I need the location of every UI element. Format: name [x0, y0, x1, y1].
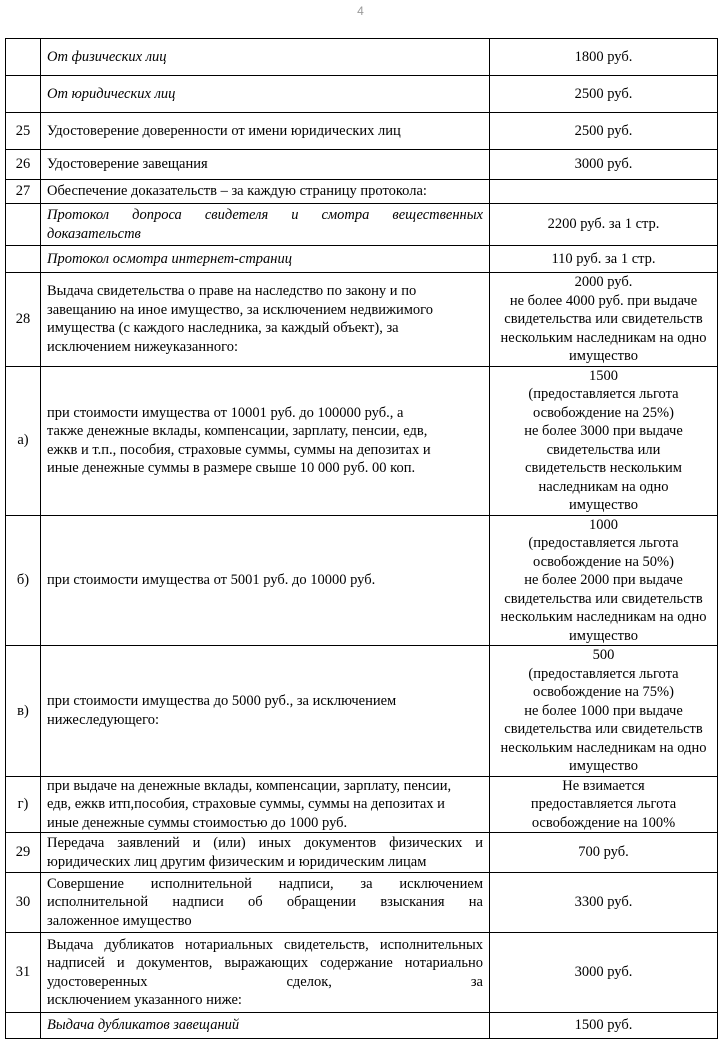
row-price: 2500 руб.: [490, 76, 718, 113]
table-row: [6, 646, 718, 777]
row-price: 500 (предоставляется льгота освобождение на 75%) не более 1000 при выдаче свидетельства или свидетельств нескольким наследникам на одно имущество: [490, 646, 718, 777]
row-description: при выдаче на денежные вклады, компенсации, зарплату, пенсии, едв, ежкв итп,пособия, страховые суммы, суммы на депозитах и иные денежные суммы стоимостью до 1000 руб.: [41, 776, 490, 833]
table-row: [6, 180, 718, 204]
table-row: [6, 246, 718, 273]
row-price: 1500 (предоставляется льгота освобождение на 25%) не более 3000 при выдаче свидетельства или свидетельств нескольким наследникам на одно имущество: [490, 366, 718, 515]
row-number: 29: [6, 833, 41, 873]
row-price: 2000 руб. не более 4000 руб. при выдаче свидетельства или свидетельств нескольким наследникам на одно имущество: [490, 273, 718, 367]
fee-table: [5, 38, 718, 1039]
row-price: [490, 180, 718, 204]
table-row: [6, 273, 718, 367]
row-description: при стоимости имущества от 5001 руб. до 10000 руб.: [41, 515, 490, 646]
row-description: Выдача свидетельства о праве на наследство по закону и по завещанию на иное имущество, за исключением недвижимого имущества (с каждого наследника, за каждый объект), за исключением нижеуказанного:: [41, 273, 490, 367]
row-number: [6, 246, 41, 273]
row-number: 26: [6, 150, 41, 180]
table-row: [6, 113, 718, 150]
table-row: [6, 76, 718, 113]
row-number: 30: [6, 873, 41, 933]
row-description: Выдача дубликатов нотариальных свидетельств, исполнительных надписей и документов, выражающих содержание нотариально удостоверенных сделок, за исключением указанного ниже:: [41, 933, 490, 1013]
row-number: [6, 1013, 41, 1039]
row-price: 3000 руб.: [490, 150, 718, 180]
row-number: б): [6, 515, 41, 646]
row-price: 1800 руб.: [490, 39, 718, 76]
table-row: [6, 515, 718, 646]
row-number: [6, 76, 41, 113]
page-number: 4: [357, 4, 364, 18]
row-description: Передача заявлений и (или) иных документов физических и юридических лиц другим физическим и юридическим лицам: [41, 833, 490, 873]
row-description: Протокол осмотра интернет-страниц: [41, 246, 490, 273]
row-description: при стоимости имущества от 10001 руб. до 100000 руб., а также денежные вклады, компенсации, зарплату, пенсии, едв, ежкв и т.п., пособия, страховые суммы, суммы на депозитах и иные денежные суммы в размере свыше 10 000 руб. 00 коп.: [41, 366, 490, 515]
table-row: [6, 776, 718, 833]
table-row: [6, 39, 718, 76]
row-number: г): [6, 776, 41, 833]
row-price: 3000 руб.: [490, 933, 718, 1013]
table-row: [6, 873, 718, 933]
table-row: [6, 204, 718, 246]
row-price: 2500 руб.: [490, 113, 718, 150]
row-description: Протокол допроса свидетеля и смотра вещественных доказательств: [41, 204, 490, 246]
row-price: Не взимается предоставляется льгота освобождение на 100%: [490, 776, 718, 833]
table-row: [6, 150, 718, 180]
row-number: а): [6, 366, 41, 515]
row-number: [6, 39, 41, 76]
row-number: 25: [6, 113, 41, 150]
row-number: 28: [6, 273, 41, 367]
row-description: при стоимости имущества до 5000 руб., за исключением нижеследующего:: [41, 646, 490, 777]
row-description: Удостоверение доверенности от имени юридических лиц: [41, 113, 490, 150]
row-description: Выдача дубликатов завещаний: [41, 1013, 490, 1039]
row-price: 1500 руб.: [490, 1013, 718, 1039]
row-description: Удостоверение завещания: [41, 150, 490, 180]
row-description: От юридических лиц: [41, 76, 490, 113]
row-description: От физических лиц: [41, 39, 490, 76]
row-price: 1000 (предоставляется льгота освобождение на 50%) не более 2000 при выдаче свидетельства или свидетельств нескольким наследникам на одно имущество: [490, 515, 718, 646]
row-price: 3300 руб.: [490, 873, 718, 933]
row-price: 2200 руб. за 1 стр.: [490, 204, 718, 246]
row-description: Совершение исполнительной надписи, за исключением исполнительной надписи об обращении взыскания на заложенное имущество: [41, 873, 490, 933]
row-number: [6, 204, 41, 246]
table-row: [6, 1013, 718, 1039]
table-row: [6, 833, 718, 873]
row-price: 110 руб. за 1 стр.: [490, 246, 718, 273]
row-description: Обеспечение доказательств – за каждую страницу протокола:: [41, 180, 490, 204]
table-row: [6, 366, 718, 515]
row-number: 27: [6, 180, 41, 204]
row-number: 31: [6, 933, 41, 1013]
row-price: 700 руб.: [490, 833, 718, 873]
table-row: [6, 933, 718, 1013]
row-number: в): [6, 646, 41, 777]
